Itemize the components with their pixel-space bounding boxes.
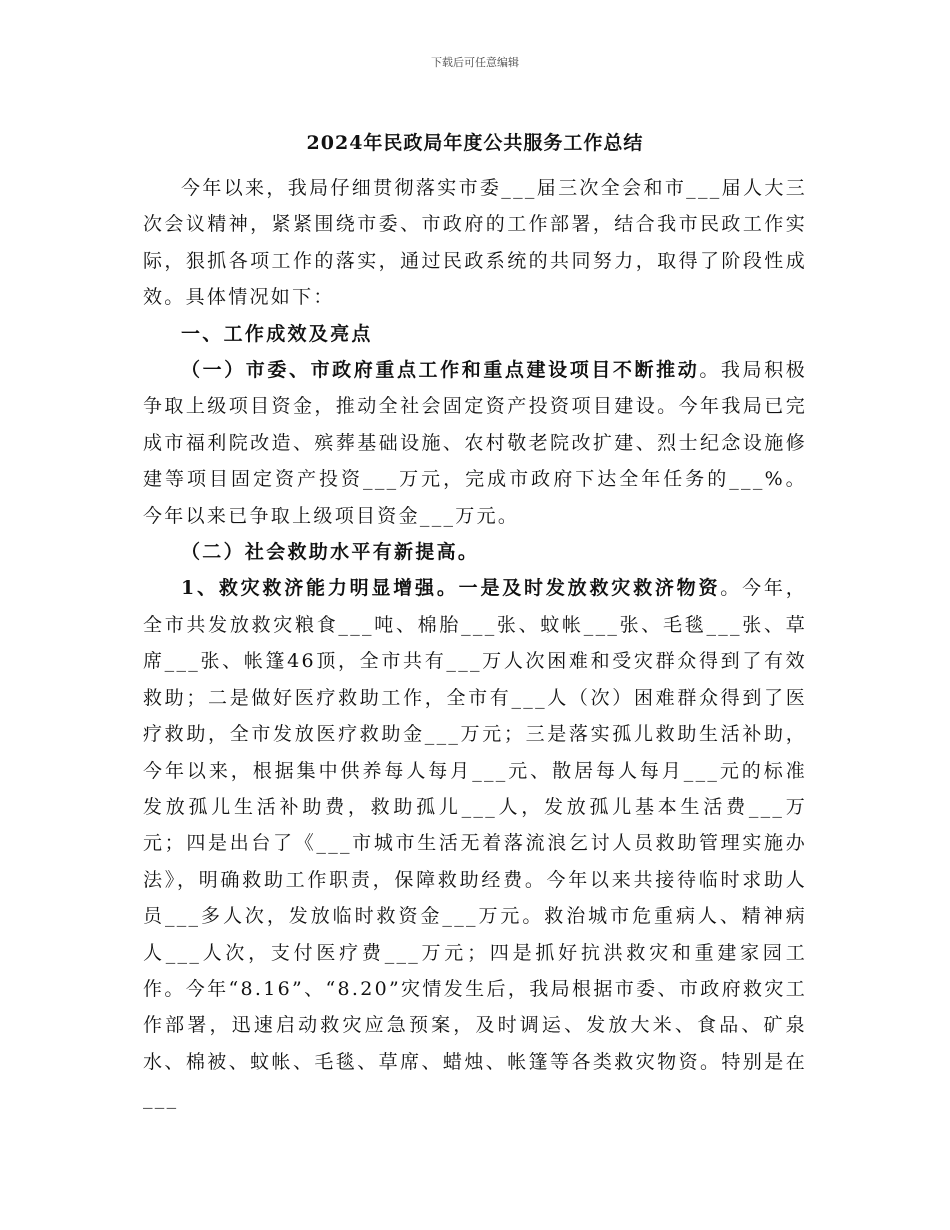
section-heading: 一、工作成效及亮点 (181, 322, 373, 345)
subsection-1-paragraph (143, 352, 807, 534)
document-body (143, 170, 807, 1117)
subsection-2-heading: （二）社会救助水平有新提高。 (181, 541, 480, 564)
document-title: 2024年民政局年度公共服务工作总结 (306, 132, 644, 154)
subsection-1-text: 。我局积极争取上级项目资金，推动全社会固定资产投资项目建设。今年我局已完成市福利院改造、殡葬基础设施、农村敬老院改扩建、烈士纪念设施修建等项目固定资产投资___万元，完成市政府下达全年任务的___%。今年以来已争取上级项目资金___万元。 (143, 359, 807, 527)
item-1-lead: 1、救灾救济能力明显增强。一是及时发放救灾救济物资 (181, 577, 721, 600)
item-1-paragraph (143, 570, 807, 1116)
header-note: 下载后可任意编辑 (431, 56, 519, 69)
subsection-1-lead: （一）市委、市政府重点工作和重点建设项目不断推动 (181, 359, 700, 382)
intro-paragraph: 今年以来，我局仔细贯彻落实市委___届三次全会和市___届人大三次会议精神，紧紧围绕市委、市政府的工作部署，结合我市民政工作实际，狠抓各项工作的落实，通过民政系统的共同努力，取得了阶段性成效。具体情况如下： (143, 177, 807, 309)
item-1-text: 。今年，全市共发放救灾粮食___吨、棉胎___张、蚊帐___张、毛毯___张、草席___张、帐篷46顶，全市共有___万人次困难和受灾群众得到了有效救助；二是做好医疗救助工作，全市有___人（次）困难群众得到了医疗救助，全市发放医疗救助金___万元；三是落实孤儿救助生活补助，今年以来，根据集中供养每人每月___元、散居每人每月___元的标准发放孤儿生活补助费，救助孤儿___人，发放孤儿基本生活费___万元；四是出台了《___市城市生活无着落流浪乞讨人员救助管理实施办法》，明确救助工作职责，保障救助经费。今年以来共接待临时求助人员___多人次，发放临时救资金___万元。救治城市危重病人、精神病人___人次，支付医疗费___万元；四是抓好抗洪救灾和重建家园工作。今年“8.16”、“8.20”灾情发生后，我局根据市委、市政府救灾工作部署，迅速启动救灾应急预案，及时调运、发放大米、食品、矿泉水、棉被、蚊帐、毛毯、草席、蜡烛、帐篷等各类救灾物资。特别是在___ (143, 577, 807, 1110)
